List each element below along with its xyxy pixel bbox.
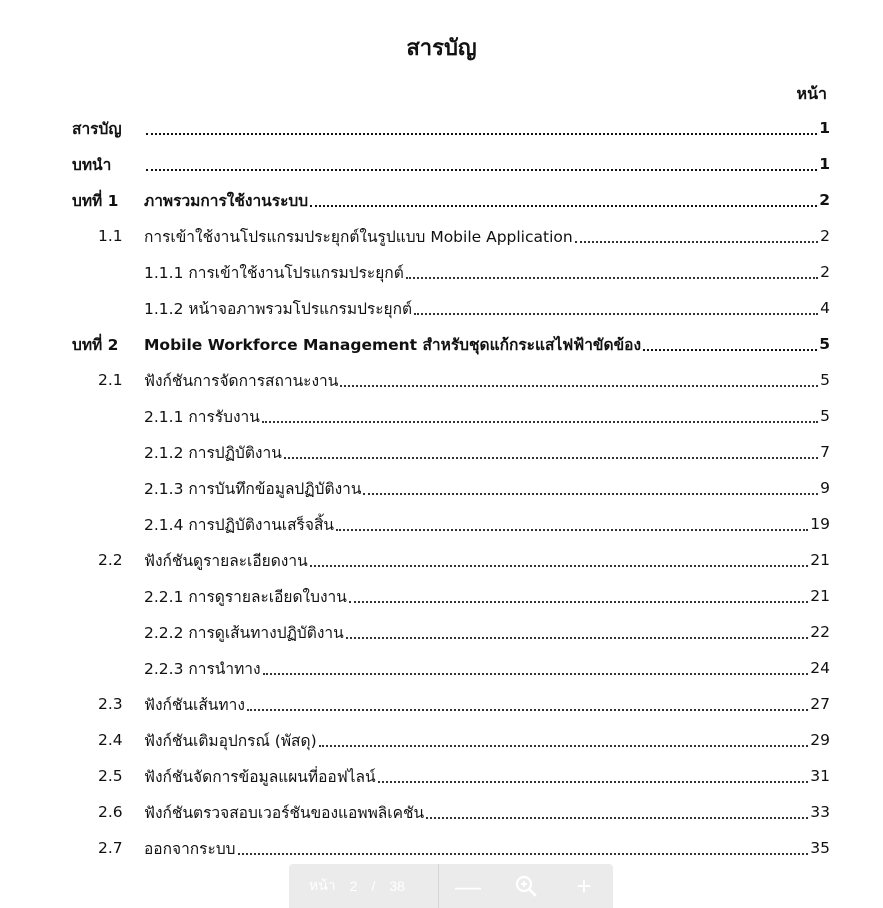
toc-entry-title: 2.1.2 การปฏิบัติงาน [144, 443, 282, 462]
toc-entry-title: ออกจากระบบ [144, 839, 236, 858]
toc-entry-page: 33 [810, 803, 830, 821]
toc-entry-page: 2 [820, 263, 830, 281]
toc-dot-leader [310, 204, 817, 207]
toc-entry-page: 2 [819, 191, 830, 209]
toc-entry-title: ฟังก์ชันเติมอุปกรณ์ (พัสดุ) [144, 731, 317, 750]
toc-dot-leader [284, 456, 818, 459]
toc-entry-page: 2 [820, 227, 830, 245]
toc-entry[interactable] [72, 758, 830, 794]
toc-entry-number: 2.2 [98, 551, 123, 569]
toc-entry[interactable] [72, 326, 830, 362]
toc-entry-page: 5 [820, 371, 830, 389]
toc-entry-page: 1 [819, 119, 830, 137]
page-indicator [289, 864, 439, 908]
minus-icon: — [455, 870, 481, 901]
toc-entry-number: บทที่ 2 [72, 335, 119, 354]
toc-entry[interactable] [72, 650, 830, 686]
toc-dot-leader [310, 564, 809, 567]
toc-entry-number: 2.4 [98, 731, 123, 749]
page-label: หน้า [309, 877, 336, 893]
toc-entry[interactable] [72, 218, 830, 254]
toc-entry-page: 4 [820, 299, 830, 317]
toc-dot-leader [349, 600, 808, 603]
toc-entry-page: 1 [819, 155, 830, 173]
toc-entry-number: 2.5 [98, 767, 123, 785]
toc-entry-page: 21 [810, 587, 830, 605]
toc-entry[interactable] [72, 578, 830, 614]
toc-entry-title: 2.2.3 การนำทาง [144, 659, 261, 678]
toc-entry-title: ฟังก์ชันจัดการข้อมูลแผนที่ออฟไลน์ [144, 767, 376, 786]
toc-entry-number: บทนำ [72, 155, 112, 174]
toc-entry[interactable] [72, 146, 830, 182]
toc-entry[interactable] [72, 362, 830, 398]
toc-entry[interactable] [72, 290, 830, 326]
toc-dot-leader [426, 816, 808, 819]
toc-entry[interactable] [72, 794, 830, 830]
toc-dot-leader [247, 708, 808, 711]
toc-dot-leader [146, 132, 817, 135]
toc-entry-title: การเข้าใช้งานโปรแกรมประยุกต์ในรูปแบบ Mobile Application [144, 227, 573, 246]
toc-entry-title: Mobile Workforce Management สำหรับชุดแก้กระแสไฟฟ้าขัดข้อง [144, 335, 642, 354]
toc-entry-number: 2.3 [98, 695, 123, 713]
toc-entry[interactable] [72, 542, 830, 578]
toc-entry[interactable] [72, 110, 830, 146]
total-pages: 38 [389, 878, 405, 894]
toc-entry-page: 35 [810, 839, 830, 857]
toc-entry-number: 2.6 [98, 803, 123, 821]
toc-entry-page: 22 [810, 623, 830, 641]
toc-entry-page: 27 [810, 695, 830, 713]
toc-entry[interactable] [72, 254, 830, 290]
toc-entry-page: 24 [810, 659, 830, 677]
toc-entry[interactable] [72, 830, 830, 866]
toc-dot-leader [319, 744, 809, 747]
table-of-contents [72, 110, 830, 866]
toc-dot-leader [414, 312, 818, 315]
toc-entry-page: 5 [819, 335, 830, 353]
toc-dot-leader [406, 276, 818, 279]
toc-entry-title: 2.2.1 การดูรายละเอียดใบงาน [144, 587, 347, 606]
toc-dot-leader [238, 852, 809, 855]
zoom-button[interactable] [497, 864, 555, 908]
toc-entry[interactable] [72, 434, 830, 470]
zoom-in-button[interactable] [555, 864, 613, 908]
toc-entry[interactable] [72, 182, 830, 218]
toc-dot-leader [262, 420, 818, 423]
toc-title: สารบัญ [406, 36, 477, 61]
magnifier-icon [514, 874, 538, 898]
toc-entry-page: 19 [810, 515, 830, 533]
toc-entry[interactable] [72, 506, 830, 542]
toc-entry-number: 1.1 [98, 227, 123, 245]
page-column-heading: หน้า [796, 84, 827, 103]
toc-entry-title: ภาพรวมการใช้งานระบบ [144, 191, 309, 210]
toc-entry-title: 2.2.2 การดูเส้นทางปฏิบัติงาน [144, 623, 344, 642]
toc-entry-title: 2.1.1 การรับงาน [144, 407, 260, 426]
toc-entry-title: ฟังก์ชันดูรายละเอียดงาน [144, 551, 308, 570]
current-page-input[interactable]: 2 [349, 878, 358, 894]
toc-entry-page: 9 [820, 479, 830, 497]
toc-entry-title: ฟังก์ชันเส้นทาง [144, 695, 245, 714]
toc-dot-leader [378, 780, 809, 783]
toc-entry-page: 31 [810, 767, 830, 785]
pdf-viewer-toolbar [289, 864, 613, 908]
toc-dot-leader [363, 492, 818, 495]
toc-entry-number: สารบัญ [72, 119, 122, 138]
toc-dot-leader [146, 168, 817, 171]
toc-dot-leader [340, 384, 818, 387]
toc-entry[interactable] [72, 470, 830, 506]
toc-entry-title: 2.1.3 การบันทึกข้อมูลปฏิบัติงาน [144, 479, 362, 498]
toc-dot-leader [575, 240, 818, 243]
toc-entry-title: ฟังก์ชันการจัดการสถานะงาน [144, 371, 339, 390]
toc-entry[interactable] [72, 722, 830, 758]
toc-dot-leader [263, 672, 809, 675]
toc-entry[interactable] [72, 614, 830, 650]
toc-dot-leader [346, 636, 809, 639]
toc-entry-title: 2.1.4 การปฏิบัติงานเสร็จสิ้น [144, 515, 335, 534]
plus-icon: + [576, 870, 592, 901]
toc-entry-number: 2.1 [98, 371, 123, 389]
toc-entry[interactable] [72, 686, 830, 722]
toc-dot-leader [336, 528, 808, 531]
toc-entry-title: 1.1.1 การเข้าใช้งานโปรแกรมประยุกต์ [144, 263, 404, 282]
toc-entry-title: 1.1.2 หน้าจอภาพรวมโปรแกรมประยุกต์ [144, 299, 413, 318]
zoom-out-button[interactable] [439, 864, 497, 908]
toc-entry[interactable] [72, 398, 830, 434]
toc-entry-page: 5 [820, 407, 830, 425]
toc-entry-number: บทที่ 1 [72, 191, 119, 210]
toc-entry-page: 7 [820, 443, 830, 461]
toc-entry-page: 21 [810, 551, 830, 569]
page-separator: / [371, 878, 376, 894]
toc-entry-number: 2.7 [98, 839, 123, 857]
toc-dot-leader [643, 348, 817, 351]
toc-entry-page: 29 [810, 731, 830, 749]
toc-entry-title: ฟังก์ชันตรวจสอบเวอร์ชันของแอพพลิเคชัน [144, 803, 425, 822]
